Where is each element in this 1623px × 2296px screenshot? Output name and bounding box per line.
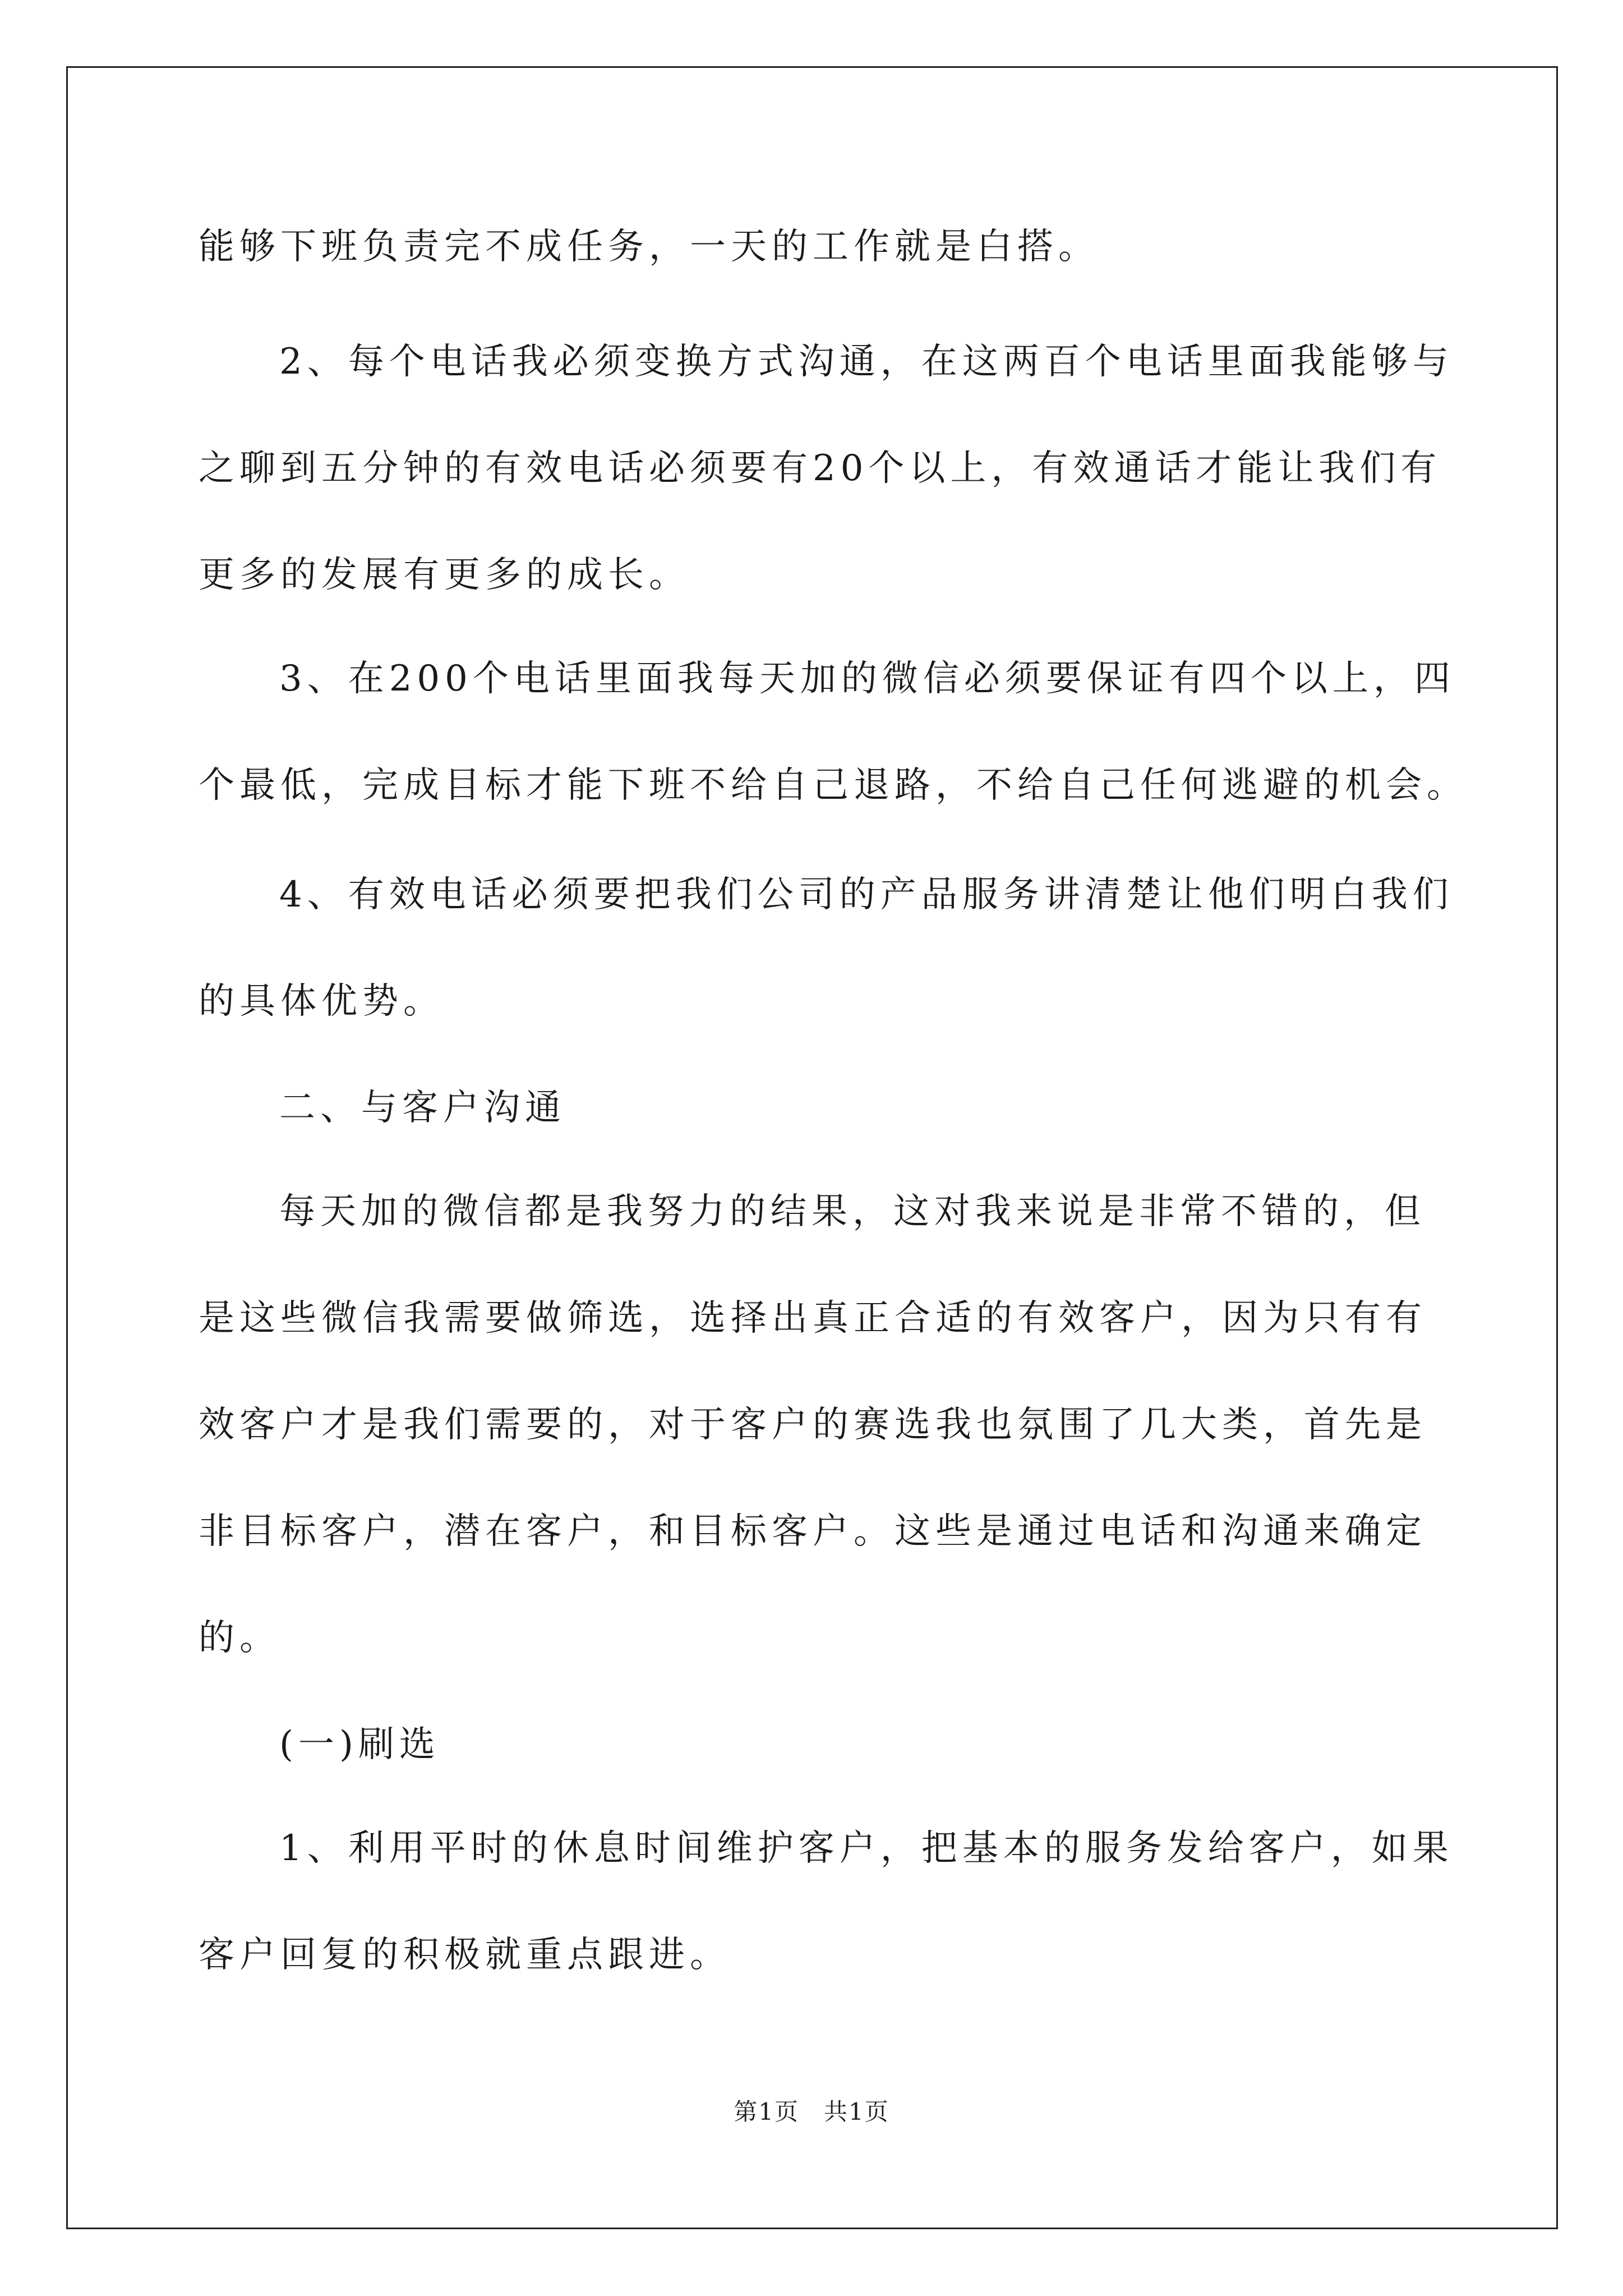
text-line: 4、有效电话必须要把我们公司的产品服务讲清楚让他们明白我们 bbox=[279, 874, 1454, 915]
text-line: 之聊到五分钟的有效电话必须要有20个以上，有效通话才能让我们有 bbox=[199, 448, 1442, 489]
page-border bbox=[66, 66, 1558, 2229]
text-line: 更多的发展有更多的成长。 bbox=[199, 554, 690, 596]
text-line: 个最低，完成目标才能下班不给自己退路，不给自己任何逃避的机会。 bbox=[199, 765, 1468, 806]
subsection-heading: (一)刷选 bbox=[279, 1724, 440, 1765]
text-line: 能够下班负责完不成任务，一天的工作就是白搭。 bbox=[199, 226, 1099, 268]
text-line: 每天加的微信都是我努力的结果，这对我来说是非常不错的，但 bbox=[279, 1191, 1426, 1232]
text-line: 是这些微信我需要做筛选，选择出真正合适的有效客户，因为只有有 bbox=[199, 1297, 1427, 1339]
section-heading: 二、与客户沟通 bbox=[279, 1087, 566, 1129]
page-number-footer: 第1页 共1页 bbox=[734, 2098, 889, 2125]
text-line: 1、利用平时的休息时间维护客户，把基本的服务发给客户，如果 bbox=[279, 1828, 1454, 1869]
text-line: 的具体优势。 bbox=[199, 981, 444, 1022]
text-line: 2、每个电话我必须变换方式沟通，在这两百个电话里面我能够与 bbox=[279, 341, 1454, 383]
text-line: 效客户才是我们需要的，对于客户的赛选我也氛围了几大类，首先是 bbox=[199, 1404, 1427, 1446]
text-line: 3、在200个电话里面我每天加的微信必须要保证有四个以上，四 bbox=[279, 658, 1455, 700]
text-line: 客户回复的积极就重点跟进。 bbox=[199, 1934, 731, 1976]
text-line: 的。 bbox=[199, 1617, 280, 1659]
text-line: 非目标客户，潜在客户，和目标客户。这些是通过电话和沟通来确定 bbox=[199, 1511, 1427, 1552]
